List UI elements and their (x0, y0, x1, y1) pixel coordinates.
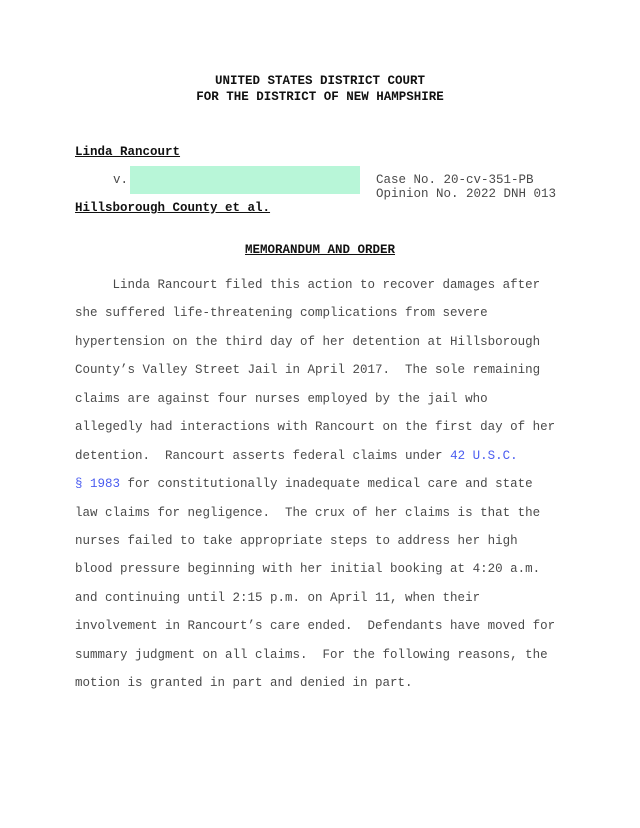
body-line: blood pressure beginning with her initial booking at 4:20 a.m. (75, 562, 541, 576)
body-line: County’s Valley Street Jail in April 2017. The sole remaining (75, 363, 541, 377)
body-text: for constitutionally inadequate medical care and state (120, 477, 533, 491)
statute-link[interactable]: 42 U.S.C. (450, 449, 518, 463)
case-number: Case No. 20-cv-351-PB (376, 173, 534, 187)
body-line: she suffered life-threatening complications from severe (75, 306, 488, 320)
court-district: FOR THE DISTRICT OF NEW HAMPSHIRE (196, 90, 444, 104)
body-line (75, 449, 518, 464)
opinion-number: Opinion No. 2022 DNH 013 (376, 187, 557, 201)
defendant-name: Hillsborough County et al. (75, 201, 271, 215)
body-line: summary judgment on all claims. For the following reasons, the (75, 648, 548, 662)
body-line: law claims for negligence. The crux of her claims is that the (75, 506, 541, 520)
body-line: involvement in Rancourt’s care ended. Defendants have moved for (75, 619, 556, 633)
statute-link[interactable]: § 1983 (75, 477, 121, 491)
body-line: motion is granted in part and denied in part. (75, 676, 413, 690)
highlight-box (130, 166, 360, 194)
document-title: MEMORANDUM AND ORDER (244, 243, 396, 257)
court-name: UNITED STATES DISTRICT COURT (214, 74, 426, 88)
body-line (75, 477, 533, 492)
body-line: Linda Rancourt filed this action to recover damages after (75, 278, 541, 292)
body-text: detention. Rancourt asserts federal claims under (75, 449, 451, 463)
plaintiff-name: Linda Rancourt (75, 145, 181, 159)
body-line: and continuing until 2:15 p.m. on April 11, when their (75, 591, 481, 605)
body-line: nurses failed to take appropriate steps to address her high (75, 534, 518, 548)
body-line: claims are against four nurses employed by the jail who (75, 392, 488, 406)
body-line: allegedly had interactions with Rancourt on the first day of her (75, 420, 556, 434)
versus: v. (113, 173, 129, 187)
body-line: hypertension on the third day of her detention at Hillsborough (75, 335, 541, 349)
